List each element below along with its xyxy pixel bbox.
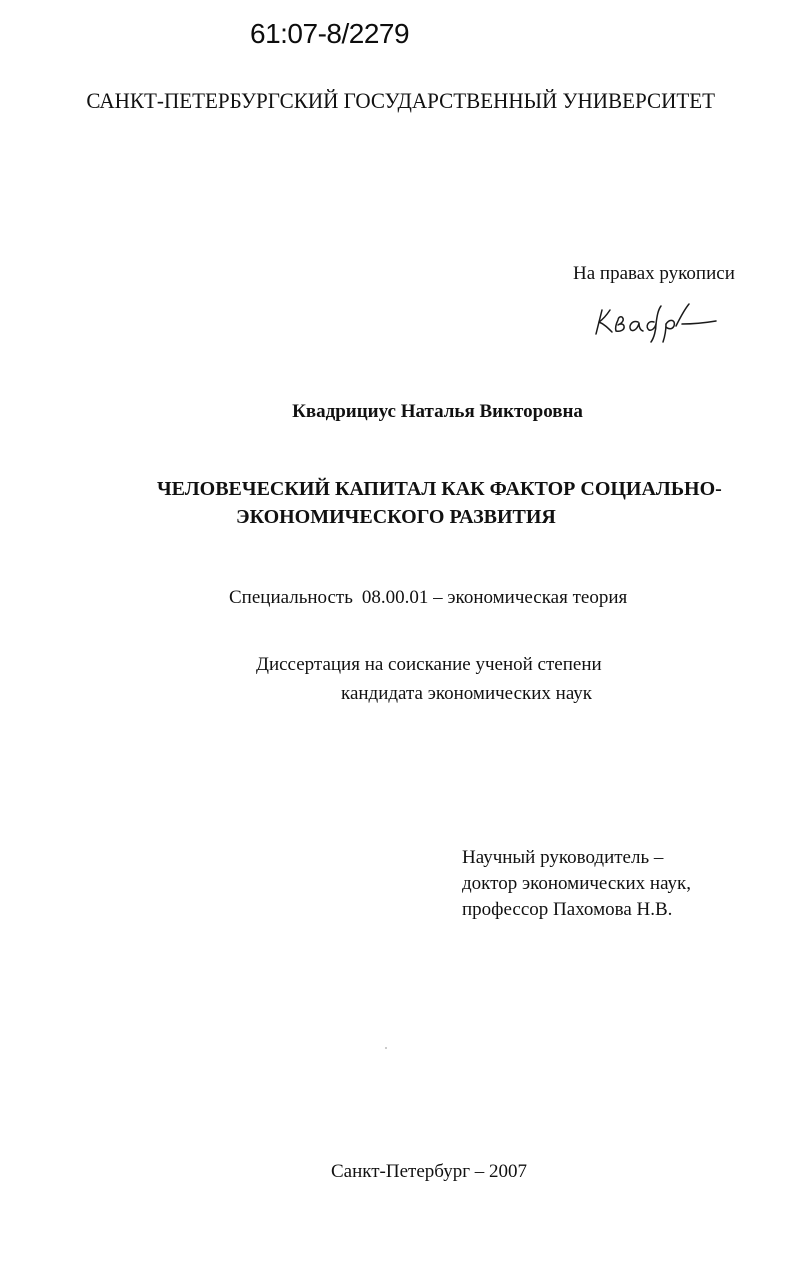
scan-speck [385, 1047, 387, 1049]
degree-statement-line-2: кандидата экономических наук [341, 683, 593, 704]
supervisor-line-3: профессор Пахомова Н.В. [462, 899, 673, 920]
specialty-code: 08.00.01 [361, 587, 429, 608]
author-name: Квадрициус Наталья Викторовна [292, 401, 583, 422]
specialty-label: Специальность [229, 587, 353, 608]
catalog-code: 61:07-8/2279 [250, 18, 410, 49]
specialty-name: – экономическая теория [433, 587, 628, 608]
dissertation-title-line-2: ЭКОНОМИЧЕСКОГО РАЗВИТИЯ [236, 506, 556, 528]
degree-statement-line-1: Диссертация на соискание ученой степени [256, 654, 602, 675]
supervisor-block [462, 845, 691, 923]
manuscript-notice: На правах рукописи [573, 263, 735, 284]
specialty [229, 587, 627, 609]
supervisor-line-2: доктор экономических наук, [462, 873, 692, 894]
supervisor-line-1: Научный руководитель – [462, 847, 664, 868]
dissertation-title-line-1: ЧЕЛОВЕЧЕСКИЙ КАПИТАЛ КАК ФАКТОР СОЦИАЛЬНО- [157, 478, 722, 500]
city-year: Санкт-Петербург – 2007 [331, 1161, 528, 1182]
university-name: САНКТ-ПЕТЕРБУРГСКИЙ ГОСУДАРСТВЕННЫЙ УНИВЕРСИТЕТ [86, 88, 716, 113]
handwritten-signature [594, 298, 719, 346]
